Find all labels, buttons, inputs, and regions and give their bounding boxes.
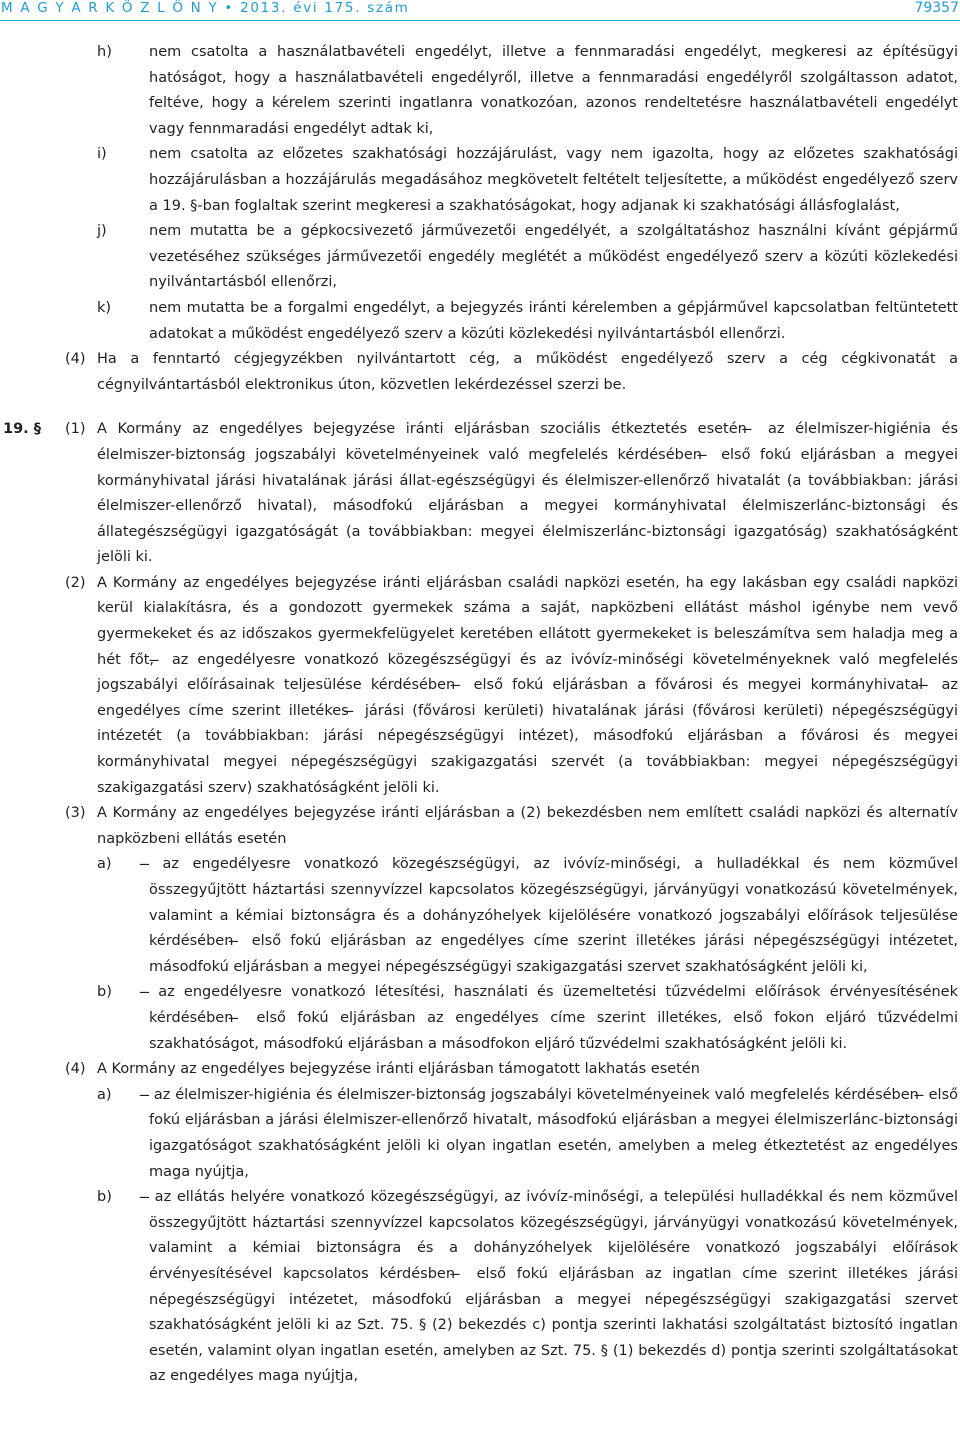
paragraph-text: A Kormány az engedélyes bejegyzése iránti eljárásban szociális étkeztetés esetén ̶ az élelmiszer-higiénia és élelmiszer-biztonság jogszabályi követelményeinek való megfelelés kérdésében ̶ első fokú eljárásban a megyei kormányhivatal járási hivatalának járási állat-egészségügyi és élelmiszer-ellenőrző hivatalát (a továbbiakban: járási élelmiszer-ellenőrző hivatal), másodfokú eljárásban a megyei kormányhivatal élelmiszerlánc-biztonsági és állategészségügyi igazgatóságát (a továbbiakban: megyei élelmiszerlánc-biztonsági igazgatóság) szakhatóságként jelöli ki. <box>97 421 958 566</box>
gazette-title: M A G Y A R K Ö Z L Ö N Y • 2013. évi 175. szám <box>1 0 410 16</box>
item-text: nem csatolta az előzetes szakhatósági hozzájárulást, vagy nem igazolta, hogy az előzetes szakhatósági hozzájárulásban a hozzájárulás megadásához megkövetelt feltételt teljesítette, a működést engedélyező szerv a 19. §-ban foglaltak szerint megkeresi a szakhatóságokat, hogy adjanak ki szakhatósági állásfoglalást, <box>149 146 958 214</box>
paragraph-4-prev <box>0 347 960 398</box>
section-19-p4 <box>0 1057 960 1083</box>
paragraph-label: (4) <box>65 1061 86 1078</box>
paragraph-label: (3) <box>65 805 86 822</box>
section-number: 19. § <box>3 421 41 438</box>
section-19-p4-item-b <box>0 1185 960 1390</box>
paragraph-label: (4) <box>65 351 86 368</box>
item-label: j) <box>97 223 107 240</box>
item-label: k) <box>97 299 112 316</box>
paragraph-text: A Kormány az engedélyes bejegyzése iránti eljárásban a (2) bekezdésben nem említett családi napközi és alternatív napközbeni ellátás esetén <box>97 805 958 847</box>
paragraph-label: (1) <box>65 421 86 438</box>
item-label: a) <box>97 856 112 873</box>
item-label: b) <box>97 984 112 1001</box>
paragraph-text: A Kormány az engedélyes bejegyzése iránti eljárásban családi napközi esetén, ha egy lakásban egy családi napközi kerül kialakításra, és a gondozott gyermekek száma a saját, napközbeni ellátást máshol igénybe nem vevő gyermekeket és az időszakos gyermekfelügyelet keretében ellátott gyermekeket is beleszámítva sem haladja meg a hét főt, ̶ az engedélyesre vonatkozó közegészségügyi és az ivóvíz-minőségi követelményeknek való megfelelés jogszabályi előírásainak teljesülése kérdésében ̶ első fokú eljárásban a fővárosi és megyei kormányhivatal ̶ az engedélyes címe szerint illetékes ̶ járási (fővárosi kerületi) hivatalának járási (fővárosi kerületi) népegészségügyi intézetét (a továbbiakban: járási népegészségügyi intézet), másodfokú eljárásban a fővárosi és megyei kormányhivatal megyei népegészségügyi szakigazgatási szervét (a továbbiakban: megyei népegészségügyi szakigazgatási szerv) szakhatóságként jelöli ki. <box>97 574 958 796</box>
item-label: b) <box>97 1189 112 1206</box>
document-body <box>0 40 960 1390</box>
item-text: nem mutatta be a gépkocsivezető járművezetői engedélyét, a szolgáltatáshoz használni kívánt gépjármű vezetéséhez szükséges járművezetői engedély meglétét a működést engedélyező szerv a közúti közlekedési nyilvántartásból ellenőrzi, <box>149 223 958 291</box>
paragraph-text: A Kormány az engedélyes bejegyzése iránti eljárásban támogatott lakhatás esetén <box>97 1061 700 1078</box>
list-item-i <box>0 142 960 219</box>
item-text: nem csatolta a használatbavételi engedélyt, illetve a fennmaradási engedélyt, megkeresi az építésügyi hatóságot, hogy a használatbavételi engedélyről, illetve a fennmaradási engedélyről szolgáltasson adatot, feltéve, hogy a kérelem szerinti ingatlanra vonatkozóan, azonos rendeltetésre használatbavételi engedélyt vagy fennmaradási engedélyt adtak ki, <box>149 44 958 137</box>
page-number: 79357 <box>914 0 959 16</box>
paragraph-text: Ha a fenntartó cégjegyzékben nyilvántartott cég, a működést engedélyező szerv a cég cégkivonatát a cégnyilvántartásból elektronikus úton, közvetlen lekérdezéssel szerzi be. <box>97 351 958 393</box>
item-label: i) <box>97 146 107 163</box>
section-19-p1 <box>0 417 960 571</box>
item-text: ̶ az élelmiszer-higiénia és élelmiszer-biztonság jogszabályi követelményeinek való megfelelés kérdésében ̶ első fokú eljárásban a járási élelmiszer-ellenőrző hivatalt, másodfokú eljárásban a megyei élelmiszerlánc-biztonsági igazgatóságot szakhatóságként jelöli ki olyan ingatlan esetén, amelyben a meleg étkeztetést az engedélyes maga nyújtja, <box>149 1086 958 1180</box>
item-label: a) <box>97 1086 112 1103</box>
item-text: nem mutatta be a forgalmi engedélyt, a bejegyzés iránti kérelemben a gépjárművel kapcsolatban feltüntetett adatokat a működést engedélyező szerv a közúti közlekedési nyilvántartásból ellenőrzi. <box>149 299 958 342</box>
list-item-h <box>0 40 960 142</box>
item-text: ̶ az engedélyesre vonatkozó létesítési, használati és üzemeltetési tűzvédelmi előírások érvényesítésének kérdésében ̶ első fokú eljárásban az engedélyes címe szerint illetékes, első fokon eljáró tűzvédelmi szakhatóságot, másodfokú eljárásban a másodfokon eljáró tűzvédelmi szakhatóságként jelöli ki. <box>149 984 958 1052</box>
list-item-k <box>0 296 960 347</box>
list-item-j <box>0 219 960 296</box>
section-19-p4-item-a <box>0 1083 960 1185</box>
section-19-p2 <box>0 571 960 801</box>
header-rule <box>0 20 960 21</box>
item-label: h) <box>97 44 112 60</box>
section-19-p3 <box>0 801 960 852</box>
section-19-p3-item-a <box>0 852 960 980</box>
paragraph-label: (2) <box>65 574 86 591</box>
page-header <box>0 0 960 22</box>
item-text: ̶ az ellátás helyére vonatkozó közegészségügyi, az ivóvíz-minőségi, a települési hulladékkal és nem közművel összegyűjtött háztartási szennyvízzel kapcsolatos közegészségügyi, járványügyi vonatkozású követelmények, valamint a kémiai biztonságra és a dohányzóhelyek kijelölésére vonatkozó jogszabályi előírások érvényesítésével kapcsolatos kérdésben ̶ első fokú eljárásban az ingatlan címe szerint illetékes járási népegészségügyi intézetet, másodfokú eljárásban a megyei népegészségügyi szakigazgatási szervet szakhatóságként jelöli ki az Szt. 75. § (2) bekezdés c) pontja szerinti lakhatási szolgáltatást biztosító ingatlan esetén, valamint olyan ingatlan esetén, amelyben az Szt. 75. § (1) bekezdés d) pontja szerinti szolgáltatásokat az engedélyes maga nyújtja, <box>149 1189 958 1385</box>
item-text: ̶ az engedélyesre vonatkozó közegészségügyi, az ivóvíz-minőségi, a hulladékkal és nem közművel összegyűjtött háztartási szennyvízzel kapcsolatos közegészségügyi, járványügyi vonatkozású követelmények, valamint a kémiai biztonságra és a dohányzóhelyek kijelölésére vonatkozó jogszabályi előírások teljesülése kérdésében ̶ első fokú eljárásban az engedélyes címe szerint illetékes járási népegészségügyi intézetet, másodfokú eljárásban a megyei népegészségügyi szakigazgatási szervet szakhatóságként jelöli ki, <box>149 856 958 975</box>
section-19-p3-item-b <box>0 980 960 1057</box>
